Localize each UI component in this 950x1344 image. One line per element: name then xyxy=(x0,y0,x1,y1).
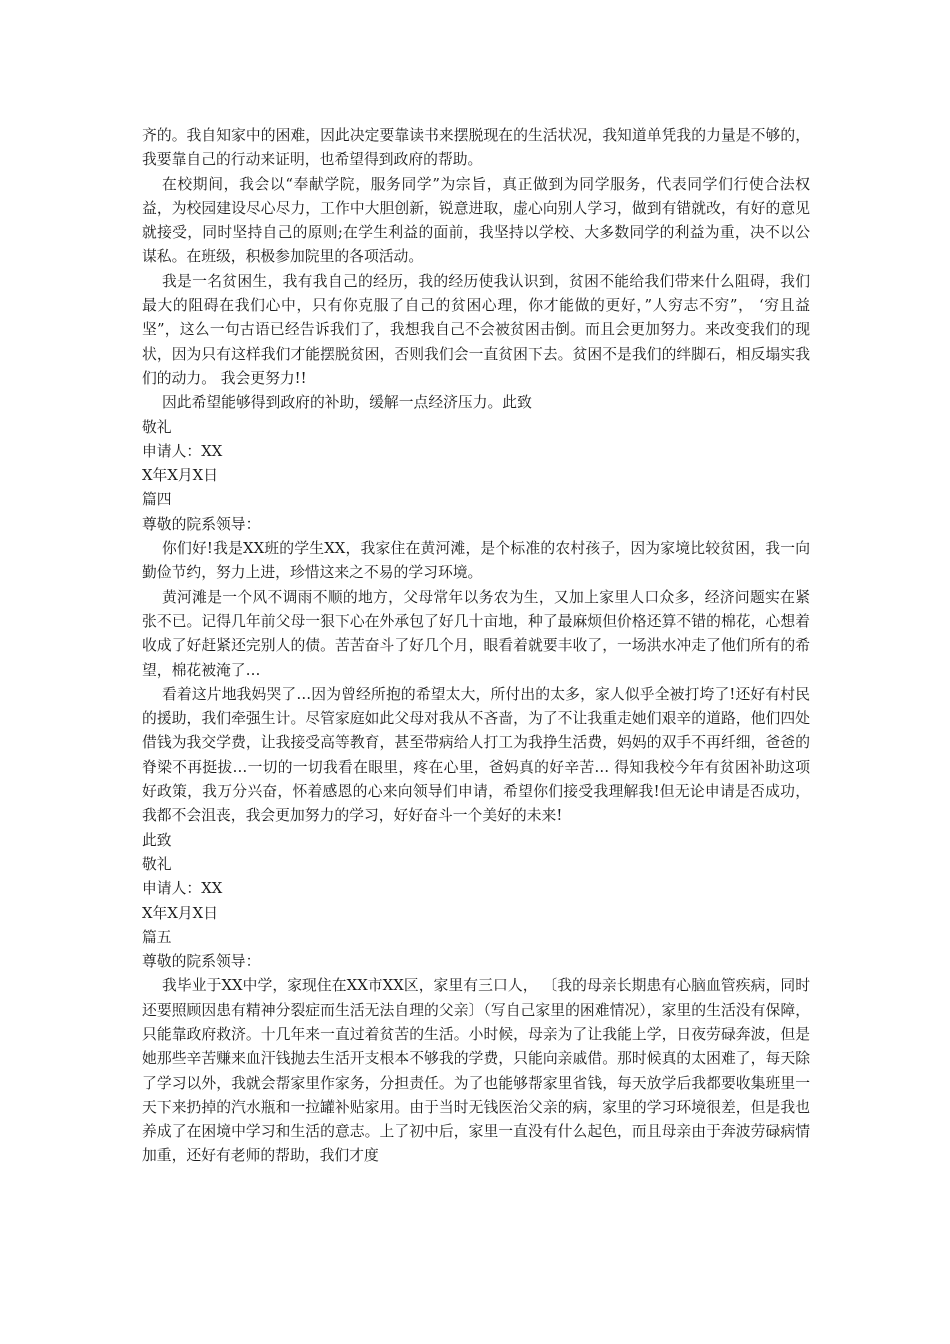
greeting-line: 尊敬的院系领导： xyxy=(142,953,261,971)
closing-salutation: 敬礼 xyxy=(142,418,172,436)
paragraph: 黄河滩是一个风不调雨不顺的地方，父母常年以务农为生，又加上家里人口众多，经济问题实在紧张不已。记得几年前父母一狠下心在外承包了好几十亩地，种了最麻烦但价格还算不错的棉花，心想着收成了好赶紧还完别人的债。苦苦奋斗了好几个月，眼看着就要丰收了，一场洪水冲走了他们所有的希望，棉花被淹了… xyxy=(142,588,810,679)
applicant-line: 申请人：XX xyxy=(142,880,223,898)
section-heading: 篇五 xyxy=(142,928,172,946)
document-page xyxy=(142,124,810,1169)
closing-line: 此致 xyxy=(142,831,172,849)
applicant-line: 申请人：XX xyxy=(142,442,223,460)
paragraph: 因此希望能够得到政府的补助，缓解一点经济压力。此致 xyxy=(161,394,532,412)
paragraph: 我是一名贫困生，我有我自己的经历，我的经历使我认识到，贫困不能给我们带来什么阻碍，我们最大的阻碍在我们心中，只有你克服了自己的贫困心理，你才能做的更好，”人穷志不穷”， ‘穷且益坚”，这么一句古语已经告诉我们了，我想我自己不会被贫困击倒。而且会更加努力。来改变我们的现状，因为只有这样我们才能摆脱贫困，否则我们会一直贫困下去。贫困不是我们的绊脚石，相反塌实我们的动力。 我会更努力!! xyxy=(142,272,810,387)
closing-salutation: 敬礼 xyxy=(142,855,172,873)
paragraph: 你们好!我是XX班的学生XX，我家住在黄河滩，是个标准的农村孩子，因为家境比较贫困，我一向勤俭节约，努力上进，珍惜这来之不易的学习环境。 xyxy=(142,540,810,582)
paragraph: 我毕业于XX中学，家现住在XX市XX区，家里有三口人， 〔我的母亲长期患有心脑血管疾病，同时还要照顾因患有精神分裂症而生活无法自理的父亲〕（写自己家里的困难情况），家里的生活没有保障，只能靠政府救济。十几年来一直过着贫苦的生活。小时候，母亲为了让我能上学，日夜劳碌奔波，但是她那些辛苦赚来血汗钱抛去生活开支根本不够我的学费，只能向亲戚借。那时候真的太困难了，每天除了学习以外，我就会帮家里作家务，分担责任。为了也能够帮家里省钱，每天放学后我都要收集班里一天下来扔掉的汽水瓶和一拉罐补贴家用。由于当时无钱医治父亲的病，家里的学习环境很差，但是我也养成了在困境中学习和生活的意志。上了初中后，家里一直没有什么起色，而且母亲由于奔波劳碌病情加重，还好有老师的帮助，我们才度 xyxy=(142,977,810,1165)
date-line: X年X月X日 xyxy=(142,467,218,485)
greeting-line: 尊敬的院系领导： xyxy=(142,515,261,533)
date-line: X年X月X日 xyxy=(142,904,218,922)
paragraph: 齐的。我自知家中的困难，因此决定要靠读书来摆脱现在的生活状况，我知道单凭我的力量是不够的，我要靠自己的行动来证明，也希望得到政府的帮助。 xyxy=(142,127,810,169)
paragraph: 在校期间，我会以“奉献学院，服务同学”为宗旨，真正做到为同学服务，代表同学们行使合法权益，为校园建设尽心尽力，工作中大胆创新，锐意进取，虚心向别人学习，做到有错就改，有好的意见就接受，同时坚持自己的原则;在学生利益的面前，我坚持以学校、大多数同学的利益为重，决不以公谋私。在班级，积极参加院里的各项活动。 xyxy=(142,175,810,266)
section-heading: 篇四 xyxy=(142,491,172,509)
paragraph: 看着这片地我妈哭了…因为曾经所抱的希望太大，所付出的太多，家人似乎全被打垮了!还好有村民的援助，我们牵强生计。尽管家庭如此父母对我从不吝啬，为了不让我重走她们艰辛的道路，他们四处借钱为我交学费，让我接受高等教育，甚至带病给人打工为我挣生活费，妈妈的双手不再纤细，爸爸的脊梁不再挺拔…一切的一切我看在眼里，疼在心里，爸妈真的好辛苦… 得知我校今年有贫困补助这项好政策，我万分兴奋，怀着感恩的心来向领导们申请，希望你们接受我理解我!但无论申请是否成功，我都不会沮丧，我会更加努力的学习，好好奋斗一个美好的未来! xyxy=(142,685,810,825)
